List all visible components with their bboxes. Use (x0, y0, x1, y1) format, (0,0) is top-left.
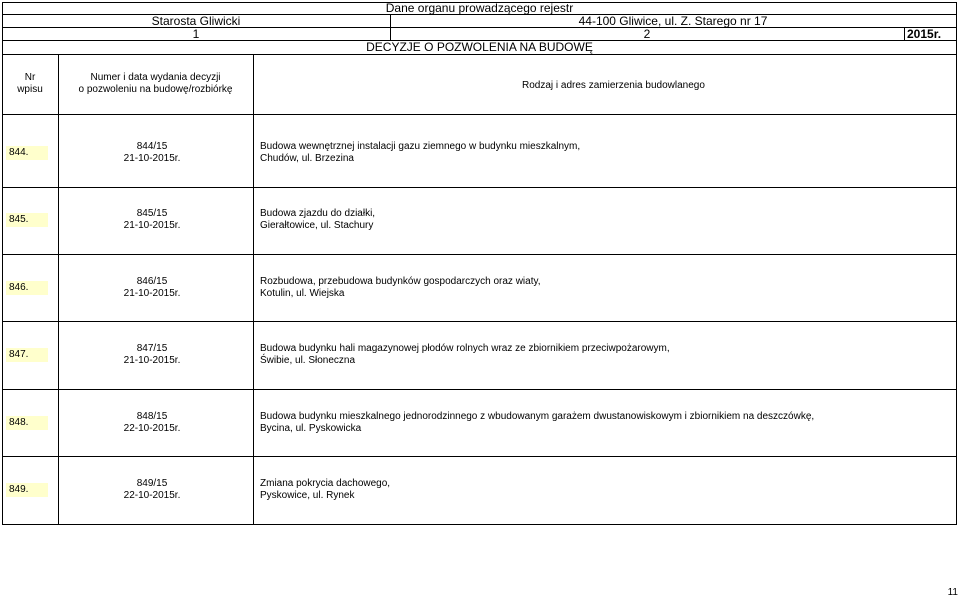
rule (2, 524, 957, 525)
entry-nr: 845. (6, 213, 48, 227)
entry-permit (92, 343, 212, 367)
entry-permit (92, 208, 212, 232)
permit-date: 21-10-2015r. (123, 220, 181, 231)
description-scope: Budowa wewnętrznej instalacji gazu ziemnego w budynku mieszkalnym, (260, 141, 581, 152)
page-number: 11 (947, 587, 958, 598)
permit-date: 21-10-2015r. (123, 153, 181, 164)
rule (58, 54, 59, 525)
entry-description (260, 478, 950, 502)
permit-number: 845/15 (136, 208, 168, 219)
permit-number: 844/15 (136, 141, 168, 152)
entry-permit (92, 411, 212, 435)
rule (253, 54, 254, 525)
description-address: Chudów, ul. Brzezina (260, 153, 354, 164)
authority-name: Starosta Gliwicki (151, 14, 241, 28)
rule (2, 389, 957, 390)
entry-description (260, 276, 950, 300)
description-scope: Budowa budynku mieszkalnego jednorodzinnego z wbudowanym garażem dwustanowiskowym i zbiornikiem na deszczówkę, (260, 411, 815, 422)
permit-date: 21-10-2015r. (123, 288, 181, 299)
permit-date: 22-10-2015r. (123, 423, 181, 434)
rule (2, 321, 957, 322)
rule (2, 456, 957, 457)
description-address: Świbie, ul. Słoneczna (260, 355, 356, 366)
rule (904, 27, 905, 41)
entry-nr: 847. (6, 348, 48, 362)
column-header-decision (58, 72, 253, 96)
description-address: Bycina, ul. Pyskowicka (260, 423, 362, 434)
column-header-nr (2, 72, 58, 96)
entry-nr: 848. (6, 416, 48, 430)
authority-address: 44-100 Gliwice, ul. Z. Starego nr 17 (578, 14, 768, 28)
entry-permit (92, 141, 212, 165)
permit-number: 849/15 (136, 478, 168, 489)
rule (2, 114, 957, 115)
column-header-decision-line1: Numer i data wydania decyzji (90, 72, 221, 83)
entry-permit (92, 276, 212, 300)
register-year: 2015r. (907, 27, 942, 41)
rule (2, 254, 957, 255)
column-header-scope: Rodzaj i adres zamierzenia budowlanego (522, 80, 705, 91)
column-header-nr-line2: wpisu (17, 84, 43, 95)
column-header-decision-line2: o pozwoleniu na budowę/rozbiórkę (78, 84, 233, 95)
entry-nr: 844. (6, 146, 48, 160)
description-scope: Zmiana pokrycia dachowego, (260, 478, 391, 489)
description-scope: Rozbudowa, przebudowa budynków gospodarczych oraz wiaty, (260, 276, 541, 287)
column-header-nr-line1: Nr (24, 72, 36, 83)
description-scope: Budowa budynku hali magazynowej płodów rolnych wraz ze zbiornikiem przeciwpożarowym, (260, 343, 670, 354)
description-address: Gierałtowice, ul. Stachury (260, 220, 374, 231)
entry-description (260, 343, 950, 367)
description-scope: Budowa zjazdu do działki, (260, 208, 376, 219)
entry-nr: 846. (6, 281, 48, 295)
permit-number: 846/15 (136, 276, 168, 287)
entry-description (260, 208, 950, 232)
rule (956, 2, 957, 525)
entry-description (260, 141, 950, 165)
register-title: DECYZJE O POZWOLENIA NA BUDOWĘ (366, 40, 593, 54)
permit-date: 21-10-2015r. (123, 355, 181, 366)
entry-description (260, 411, 950, 435)
permit-number: 847/15 (136, 343, 168, 354)
rule (2, 54, 957, 55)
rule (2, 187, 957, 188)
column-number-2: 2 (643, 27, 651, 41)
entry-nr: 849. (6, 483, 48, 497)
document-title: Dane organu prowadzącego rejestr (385, 1, 574, 15)
description-address: Pyskowice, ul. Rynek (260, 490, 355, 501)
entry-permit (92, 478, 212, 502)
description-address: Kotulin, ul. Wiejska (260, 288, 345, 299)
permit-date: 22-10-2015r. (123, 490, 181, 501)
permit-number: 848/15 (136, 411, 168, 422)
column-number-1: 1 (192, 27, 200, 41)
